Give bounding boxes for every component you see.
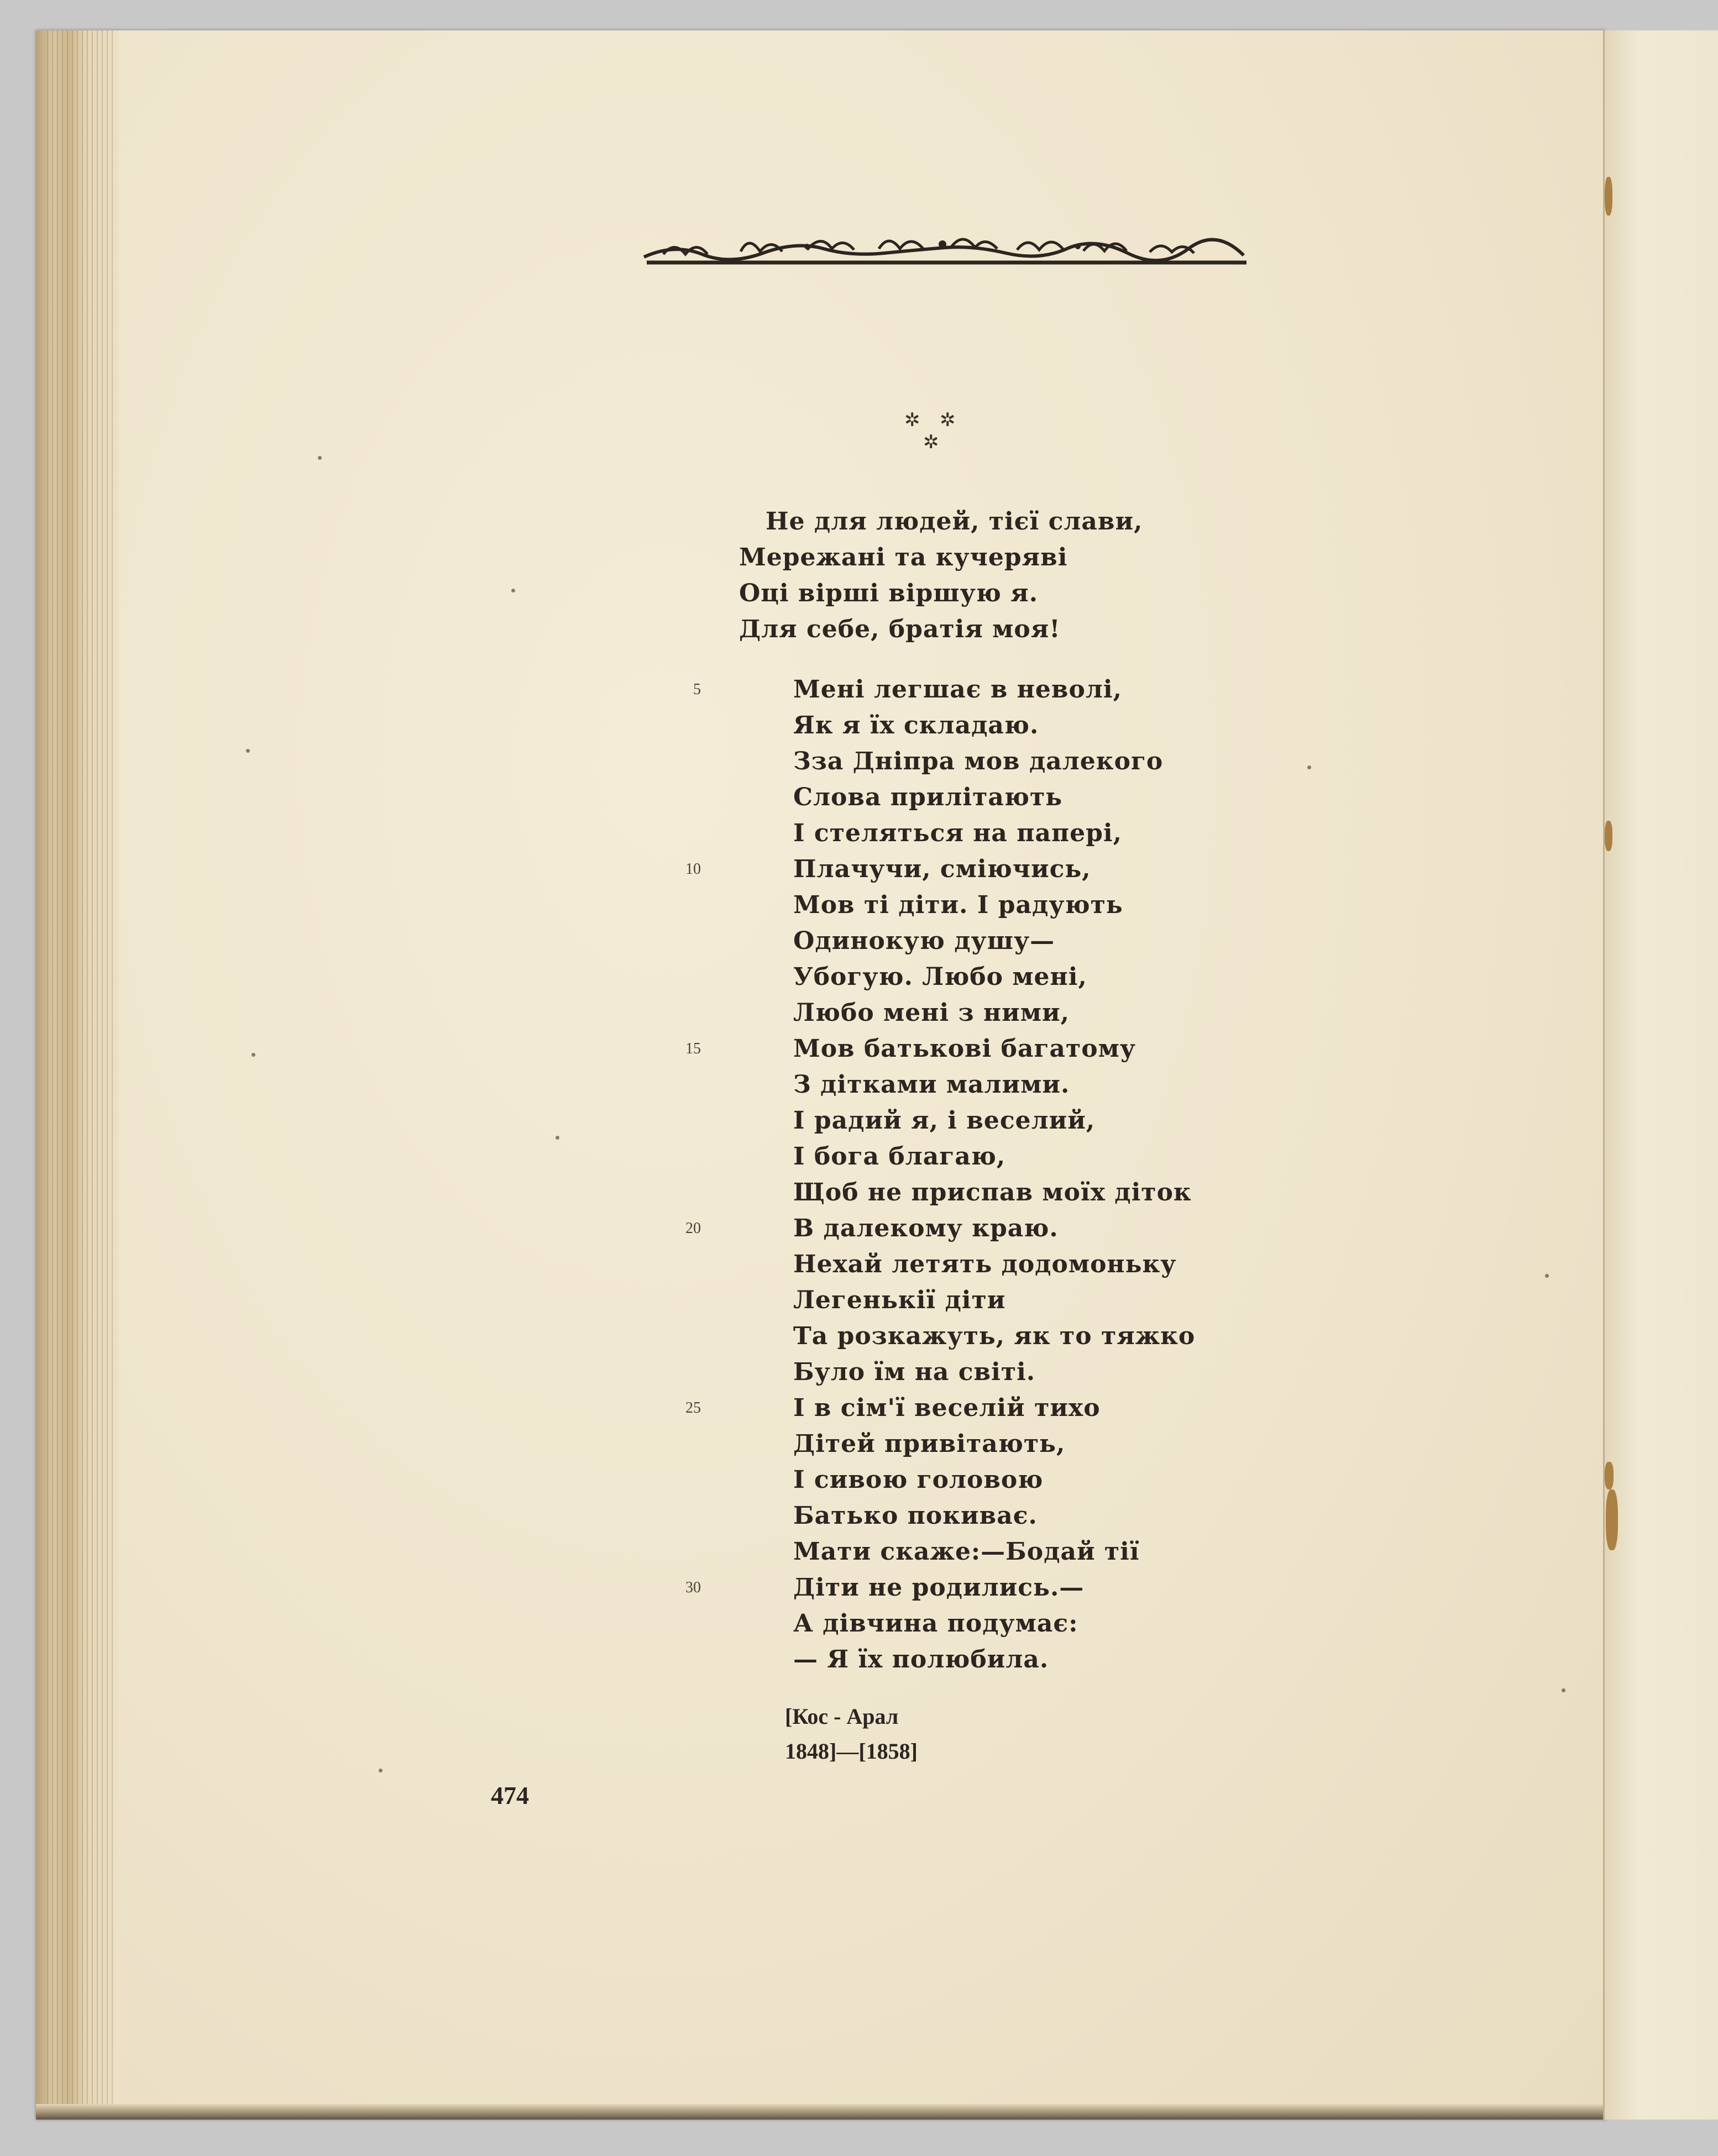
poem-line: Легенькії діти <box>793 1286 1006 1314</box>
poem-line: Не для людей, тієї слави, <box>766 507 1143 536</box>
poem-line: Мов батькові багатому <box>793 1035 1136 1063</box>
asterisk: ✲ <box>940 409 956 431</box>
dateline-place: [Кос - Арал <box>785 1704 899 1729</box>
poem-line: Одинокую душу— <box>793 927 1055 955</box>
poem-line: Зза Дніпра мов далекого <box>793 747 1164 775</box>
poem-line: Діти не родились.— <box>793 1573 1085 1602</box>
poem-line: В далекому краю. <box>793 1214 1059 1242</box>
poem-line: Батько покиває. <box>793 1502 1038 1530</box>
line-number: 30 <box>685 1579 701 1596</box>
poem-line: Любо мені з ними, <box>793 999 1070 1027</box>
poem-line: Для себе, братія моя! <box>739 615 1061 643</box>
poem-line: З дітками малими. <box>793 1071 1070 1099</box>
line-number: 25 <box>685 1399 701 1417</box>
poem-line: Плачучи, сміючись, <box>793 855 1091 883</box>
poem-line: І в сім'ї веселій тихо <box>793 1394 1101 1422</box>
asterisk: ✲ <box>923 431 939 453</box>
poem-line: Мати скаже:—Бодай тії <box>793 1538 1140 1566</box>
page-number: 474 <box>491 1781 529 1809</box>
line-number: 15 <box>685 1040 701 1057</box>
line-number: 5 <box>693 681 701 698</box>
poem-line: Нехай летять додомоньку <box>793 1250 1177 1278</box>
poem-line: І стеляться на папері, <box>793 819 1122 847</box>
poem-line: І сивою головою <box>793 1466 1044 1494</box>
poem-line: Мені легшає в неволі, <box>793 675 1122 704</box>
line-number: 10 <box>685 861 701 878</box>
poem-line: І бога благаю, <box>793 1142 1006 1171</box>
poem-line: Убогую. Любо мені, <box>793 963 1087 991</box>
line-number: 20 <box>685 1220 701 1237</box>
poem-line: Як я їх складаю. <box>793 711 1039 739</box>
poem-line: Мережані та кучеряві <box>739 543 1068 571</box>
poem-line: Та розкажуть, як то тяжко <box>793 1322 1196 1350</box>
poem-line: Слова прилітають <box>793 783 1063 811</box>
poem-line: Мов ті діти. І радують <box>793 891 1123 919</box>
poem-line: Оці вірші віршую я. <box>739 579 1039 607</box>
poem-line: Було їм на світі. <box>793 1358 1036 1386</box>
poem-line: Щоб не приспав моїх діток <box>793 1178 1192 1206</box>
poem-line: Дітей привітають, <box>793 1430 1066 1458</box>
poem-line: І радий я, і веселий, <box>793 1106 1096 1135</box>
poem-line: — Я їх полюбила. <box>793 1645 1049 1674</box>
asterisk: ✲ <box>904 409 920 431</box>
poem-line: А дівчина подумає: <box>793 1609 1078 1638</box>
dateline-years: 1848]—[1858] <box>785 1739 918 1764</box>
